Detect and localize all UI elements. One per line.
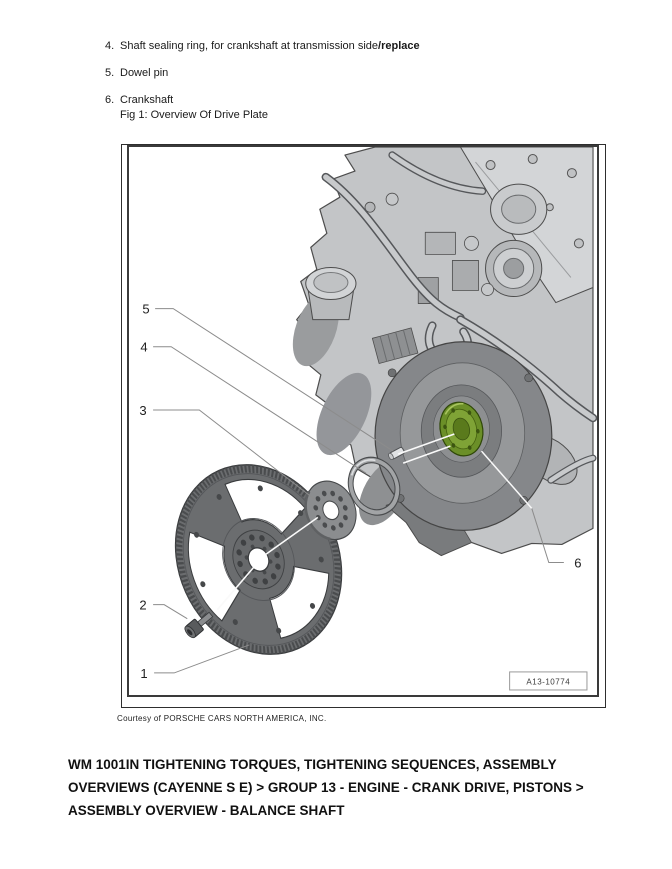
list-item [105, 94, 173, 107]
bolt-boss [574, 239, 583, 248]
drawing-number: A13-10774 [526, 677, 571, 687]
callout-4: 4 [140, 339, 148, 355]
intake-cover-inner [502, 195, 536, 223]
housing-bolt [525, 374, 533, 382]
engine-component [425, 232, 455, 254]
bolt-boss [486, 161, 495, 170]
callout-2: 2 [139, 597, 147, 613]
list-item [105, 67, 168, 80]
drive-plate-diagram [129, 147, 597, 695]
list-item-number: 5. [105, 67, 115, 79]
courtesy-line: Courtesy of PORSCHE CARS NORTH AMERICA, INC. [117, 714, 327, 723]
bolt-boss [546, 204, 553, 211]
callout-3: 3 [139, 402, 147, 418]
drive-plate [137, 438, 376, 695]
engine-component [452, 260, 478, 290]
housing-bolt [388, 369, 396, 377]
list-item-text: Dowel pin [120, 67, 169, 79]
list-item-bold-text: /replace [378, 40, 420, 52]
list-item-text: Shaft sealing ring, for crankshaft at transmission side [120, 40, 379, 52]
engine-sensor [386, 193, 398, 205]
reservoir-cap-inner [314, 272, 348, 292]
article-breadcrumb-heading: WM 1001IN TIGHTENING TORQUES, TIGHTENING SEQUENCES, ASSEMBLY OVERVIEWS (CAYENNE S E) > GROUP 13 - ENGINE - CRANK DRIVE, PISTONS > ASSEMBLY OVERVIEW - BALANCE SHAFT [68, 757, 584, 818]
callout-5: 5 [142, 301, 150, 317]
engine-sensor [464, 236, 478, 250]
throttle-plate [504, 258, 524, 278]
figure-frame [121, 144, 606, 708]
list-item-number: 6. [105, 94, 115, 106]
list-item [105, 40, 420, 53]
bolt-boss [567, 169, 576, 178]
callout-1: 1 [140, 665, 148, 681]
engine-sensor [482, 283, 494, 295]
figure-caption: Fig 1: Overview Of Drive Plate [120, 109, 268, 121]
list-item-number: 4. [105, 40, 115, 52]
callout-6: 6 [574, 555, 582, 571]
figure-illustration-box [127, 145, 599, 697]
list-item-text: Crankshaft [120, 94, 174, 106]
bolt-boss [528, 155, 537, 164]
